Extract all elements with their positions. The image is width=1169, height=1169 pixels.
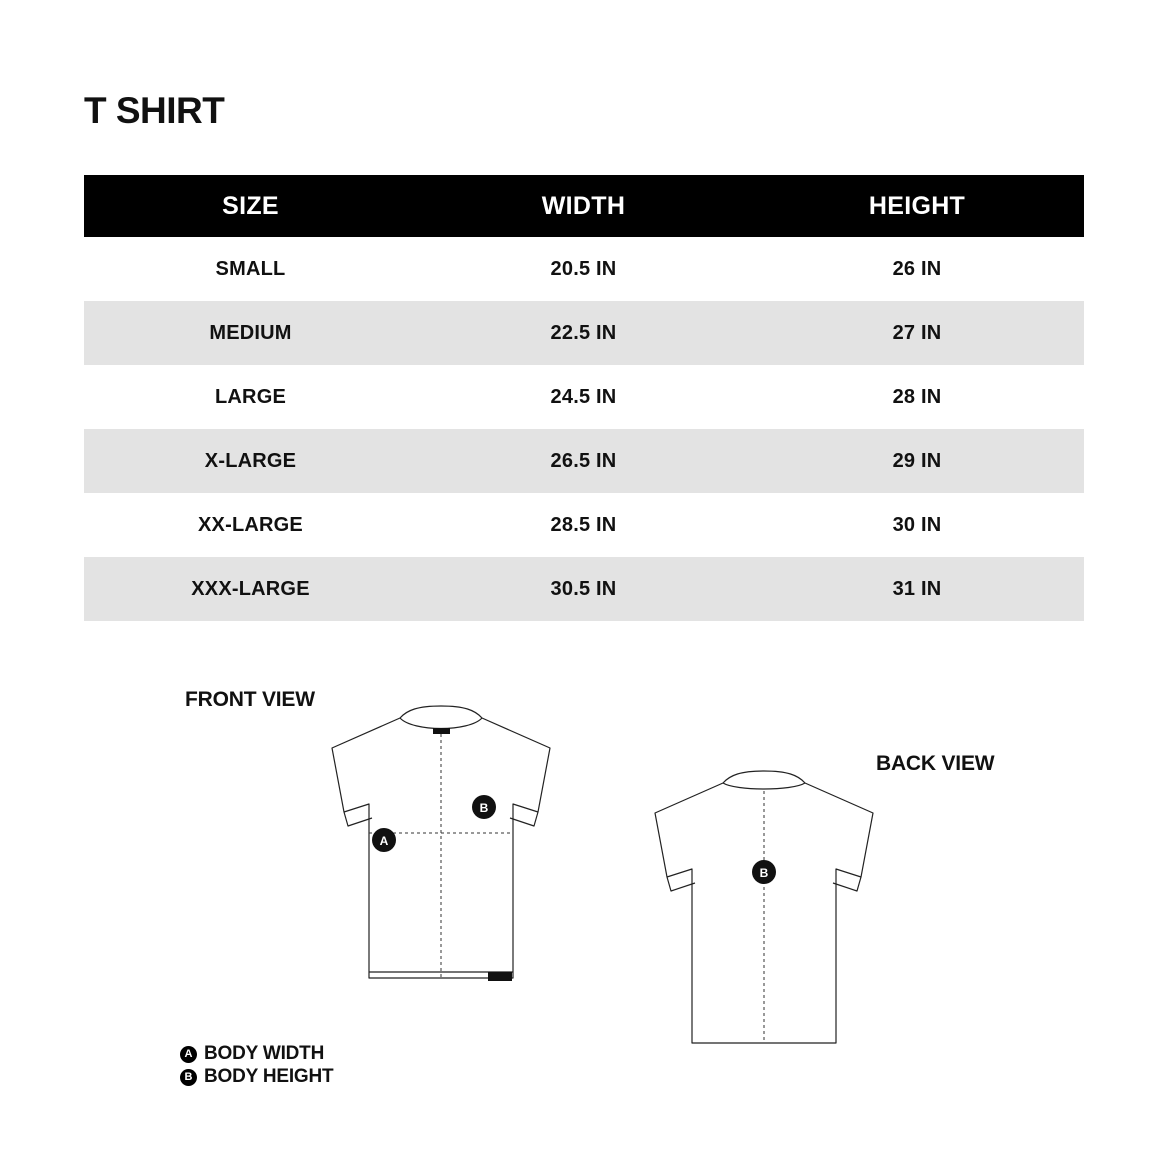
table-body (84, 237, 1084, 621)
svg-text:B: B (759, 866, 769, 880)
cell-width: 20.5 IN (550, 257, 617, 280)
cell-width: 30.5 IN (417, 557, 750, 621)
marker-a-front (372, 828, 396, 852)
cell-height: 29 IN (750, 429, 1084, 493)
cell-height: 31 IN (750, 557, 1084, 621)
column-header-size: SIZE (84, 175, 417, 237)
table-header (84, 175, 1084, 237)
column-header-height: HEIGHT (750, 175, 1084, 237)
table-row (84, 429, 1084, 493)
marker-b-front (472, 795, 496, 819)
cell-size: XX-LARGE (198, 513, 303, 536)
table-header-row (84, 175, 1084, 237)
cell-width: 24.5 IN (550, 385, 617, 408)
legend-marker-b-icon: B (180, 1069, 197, 1086)
cell-height: 30 IN (892, 513, 942, 536)
marker-b-back (752, 860, 776, 884)
legend-item-a (180, 1043, 333, 1065)
cell-size: MEDIUM (84, 301, 417, 365)
size-table (84, 175, 1084, 621)
table-row (84, 557, 1084, 621)
legend-label-body-width: BODY WIDTH (204, 1043, 325, 1064)
svg-text:B: B (479, 801, 489, 815)
table-row (84, 237, 1084, 301)
back-view-label: BACK VIEW (876, 752, 995, 775)
table-row (84, 301, 1084, 365)
page-title: T SHIRT (84, 90, 225, 131)
legend (180, 1043, 333, 1089)
neck-label-tag (433, 728, 450, 734)
cell-size: XXX-LARGE (84, 557, 417, 621)
column-header-width: WIDTH (417, 175, 750, 237)
cell-size: X-LARGE (84, 429, 417, 493)
cell-height: 27 IN (750, 301, 1084, 365)
legend-marker-a-icon: A (180, 1046, 197, 1063)
legend-label-body-height: BODY HEIGHT (204, 1066, 334, 1087)
cell-height: 26 IN (892, 257, 942, 280)
cell-height: 28 IN (892, 385, 942, 408)
cell-size: LARGE (215, 385, 286, 408)
table-row (84, 365, 1084, 429)
tshirt-front-diagram (285, 700, 597, 1000)
legend-item-b (180, 1066, 333, 1088)
hem-label-tag (488, 972, 512, 981)
table-row (84, 493, 1084, 557)
cell-size: SMALL (215, 257, 286, 280)
cell-width: 28.5 IN (550, 513, 617, 536)
tshirt-back-diagram (608, 765, 920, 1065)
svg-text:A: A (379, 834, 389, 848)
cell-width: 26.5 IN (417, 429, 750, 493)
front-view-label: FRONT VIEW (185, 688, 315, 711)
cell-width: 22.5 IN (417, 301, 750, 365)
